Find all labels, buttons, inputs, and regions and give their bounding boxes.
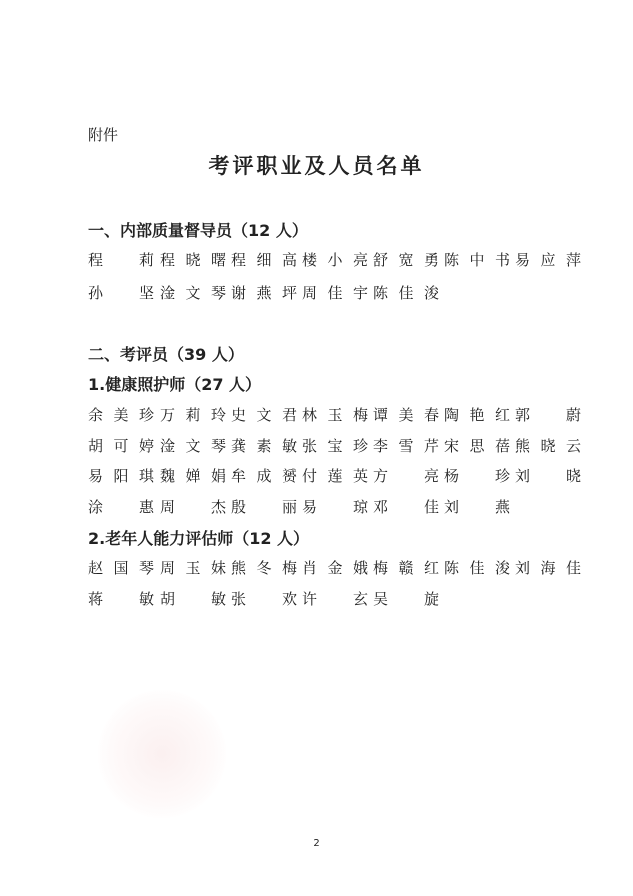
document-title: 考评职业及人员名单 [208,153,425,178]
person-name: 淦文琴 [160,284,226,302]
person-name: 龚素敏 [231,437,297,455]
person-name: 胡 敏 [160,590,226,608]
person-name: 邓 佳 [373,498,439,516]
person-name: 程 莉 [88,251,154,269]
subsection-heading-elderly-assessment: 2.老年人能力评估师（12 人） [88,529,310,548]
person-name: 周佳宇 [302,284,368,302]
page-number: 2 [313,838,320,849]
person-name: 宋思蓓 [444,437,510,455]
person-name: 方 亮 [373,467,439,485]
person-name: 舒宽勇 [373,251,439,269]
faded-seal-stamp [98,690,226,818]
subsection-heading-health-care: 1.健康照护师（27 人） [88,375,262,394]
person-name: 万莉玲 [160,406,226,424]
person-name: 楼小亮 [302,251,368,269]
person-name: 梅赣红 [373,559,439,577]
person-name: 谢燕坪 [231,284,297,302]
person-name: 刘海佳 [515,559,581,577]
person-name: 殷 丽 [231,498,297,516]
person-name: 蒋 敏 [88,590,154,608]
person-name: 陈佳浚 [373,284,439,302]
person-name: 周 杰 [160,498,226,516]
person-name: 淦文琴 [160,437,226,455]
person-name: 易 琼 [302,498,368,516]
person-name: 赵国琴 [88,559,154,577]
person-name: 谭美春 [373,406,439,424]
section-heading-supervisors: 一、内部质量督导员（12 人） [88,221,308,240]
person-name: 张宝珍 [302,437,368,455]
person-name: 刘 晓 [515,467,581,485]
person-name: 涂 惠 [88,498,154,516]
person-name: 魏婵娟 [160,467,226,485]
person-name: 孙 坚 [88,284,154,302]
person-name: 余美珍 [88,406,154,424]
person-name: 吴 旋 [373,590,439,608]
person-name: 许 玄 [302,590,368,608]
person-name: 程细高 [231,251,297,269]
attachment-label: 附件 [88,126,119,144]
person-name: 程晓曙 [160,251,226,269]
person-name: 郭 蔚 [515,406,581,424]
person-name: 易应萍 [515,251,581,269]
person-name: 易阳琪 [88,467,154,485]
person-name: 胡可婷 [88,437,154,455]
person-name: 周玉妹 [160,559,226,577]
person-name: 林玉梅 [302,406,368,424]
person-name: 付莲英 [302,467,368,485]
person-name: 陶艳红 [444,406,510,424]
person-name: 李雪芹 [373,437,439,455]
person-name: 牟成赟 [231,467,297,485]
person-name: 刘 燕 [444,498,510,516]
person-name: 熊冬梅 [231,559,297,577]
person-name: 陈佳浚 [444,559,510,577]
section-heading-assessors: 二、考评员（39 人） [88,345,244,364]
person-name: 史文君 [231,406,297,424]
person-name: 张 欢 [231,590,297,608]
person-name: 陈中书 [444,251,510,269]
person-name: 杨 珍 [444,467,510,485]
person-name: 肖金娥 [302,559,368,577]
person-name: 熊晓云 [515,437,581,455]
